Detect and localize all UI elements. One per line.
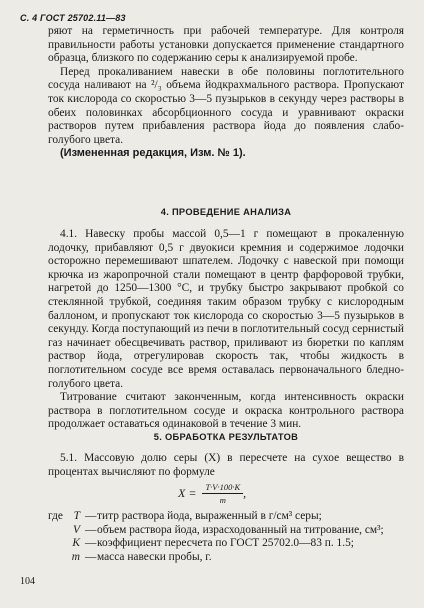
variable-row — [48, 524, 404, 538]
variable-dash: — — [85, 523, 97, 536]
variable-symbol: K — [72, 537, 80, 550]
page-header: С. 4 ГОСТ 25702.11—83 — [20, 13, 126, 23]
variable-symbol: m — [71, 550, 80, 563]
variable-dash: — — [85, 510, 97, 522]
paragraph-prep: Перед прокаливанием навески в обе половины поглотительного сосуда наливают на ²/₃ объема йодкрахмального раствора. Пропускают ток кислорода со скоростью 3—5 пузырьков в секунду через растворы в обеих половинках абсорбционного сосуда и уравнивают окраски растворов путем прибавления раствора йода до появления слабо-голубого цвета. — [48, 65, 404, 146]
top-paragraphs — [48, 25, 404, 161]
paragraph-4-1: 4.1. Навеску пробы массой 0,5—1 г помещают в прокаленную лодочку, прибавляют 0,5 г двуокиси кремния и содержимое лодочки осторожно перемешивают шпателем. Лодочку с навеской при помощи крючка из жаропрочной стали помещают в центр фарфоровой трубки, нагретой до 1250—1300 °С, и трубку быстро закрывают пробкой со стеклянной трубкой, соединяя таким образом трубку с кислородным баллоном, и пропускают ток кислорода со скоростью 3—5 пузырьков в секунду. Когда поступающий из печи в поглотительный сосуд сернистый газ начинает обесцвечивать раствор, приливают из бюретки по каплям раствор йода, отрегулировав скорость так, чтобы жидкость в поглотительном сосуде все время оставалась первоначального бледно-голубого цвета. — [48, 228, 404, 390]
formula-trail: , — [243, 485, 247, 500]
variable-row — [48, 551, 404, 565]
paragraph-5-1: 5.1. Массовую долю серы (X) в пересчете на сухое вещество в процентах вычисляют по формуле — [48, 452, 404, 478]
variable-list — [48, 510, 404, 564]
variable-dash: — — [85, 537, 97, 550]
variable-row — [48, 510, 404, 524]
formula-fraction — [202, 482, 243, 505]
page-number: 104 — [20, 576, 35, 587]
variable-description: коэффициент пересчета по ГОСТ 25702.0—83 п. 1.5; — [97, 537, 354, 550]
where-label: где — [48, 510, 63, 522]
variable-description: масса навески пробы, г. — [97, 550, 212, 563]
section-5-body — [48, 452, 404, 479]
section-4-body — [48, 228, 404, 432]
paragraph-continuation: ряют на герметичность при рабочей температуре. Для контроля правильности работы установки допускается применение стандартного образца, близкого по содержанию серы к анализируемой пробе. — [48, 25, 404, 65]
variable-description: объем раствора йода, израсходованный на титрование, см³; — [97, 523, 384, 536]
amendment-note: (Измененная редакция, Изм. № 1). — [60, 147, 246, 160]
section-4-heading: 4. ПРОВЕДЕНИЕ АНАЛИЗА — [160, 207, 292, 217]
variable-symbol: V — [73, 523, 80, 536]
formula — [178, 480, 246, 506]
formula-numerator: T·V·100·K — [205, 481, 241, 492]
formula-denominator: m — [219, 494, 226, 505]
variable-description: титр раствора йода, выраженный в г/см³ серы; — [97, 510, 322, 522]
variable-dash: — — [85, 550, 97, 563]
variable-row — [48, 537, 404, 551]
section-5-heading: 5. ОБРАБОТКА РЕЗУЛЬТАТОВ — [153, 432, 299, 442]
formula-lhs: X = — [178, 485, 197, 500]
variable-symbol: T — [73, 510, 80, 522]
paragraph-titration: Титрование считают законченным, когда интенсивность окраски раствора в поглотительном сосуде и окраска контрольного раствора продолжает оставаться одинаковой в течение 3 мин. — [48, 391, 404, 431]
